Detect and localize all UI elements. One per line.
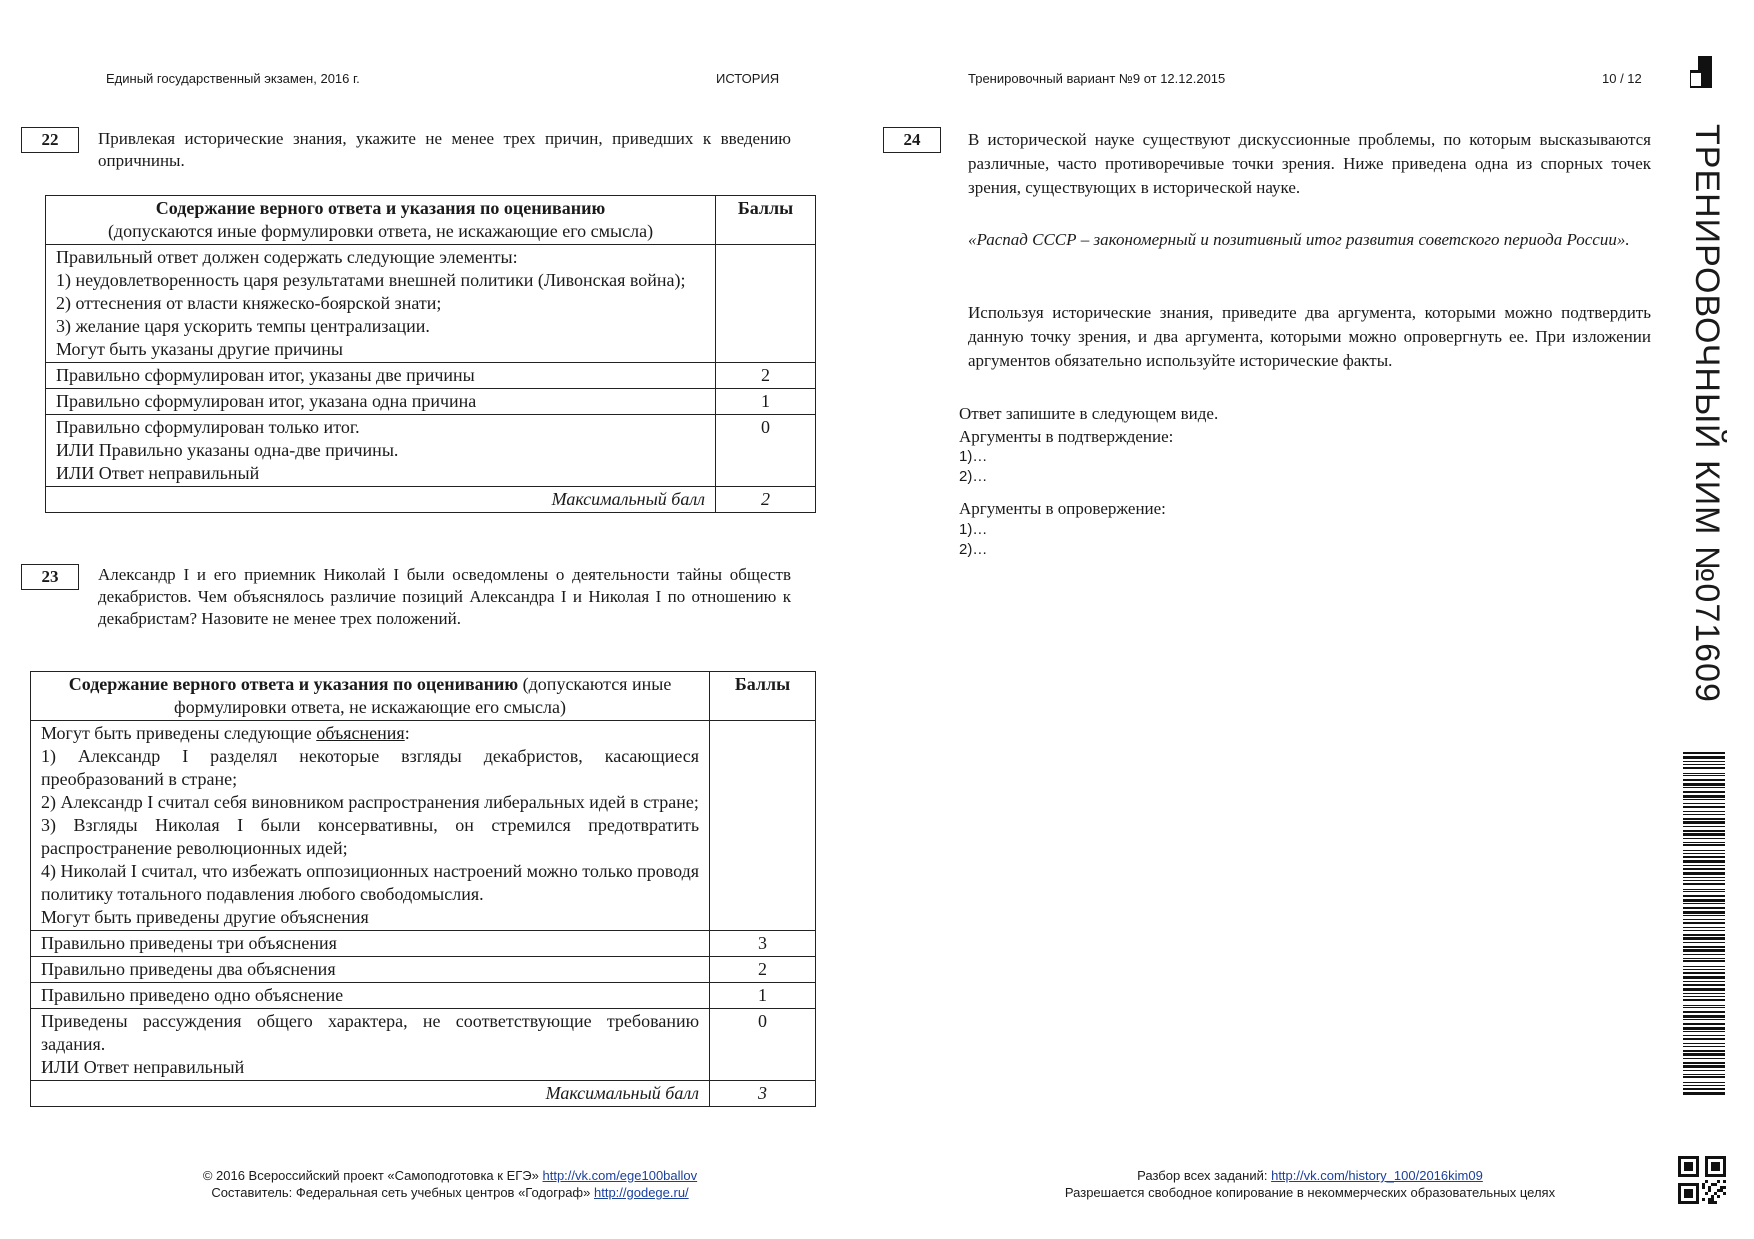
vertical-kim-title: ТРЕНИРОВОЧНЫЙ КИМ №071609 bbox=[1688, 124, 1726, 703]
question-22-grading-table bbox=[45, 195, 816, 513]
table-header-points: Баллы bbox=[710, 672, 816, 721]
answer-content: Могут быть приведены следующие объяснения: 1) Александр I разделял некоторые взгляды декабристов, касающиеся преобразований в стране; 2) Александр I считал себя виновником распространения либеральных идей в стране; 3) Взгляды Николая I были консервативны, он стремился предотвратить распространение революционных идей; 4) Николай I считал, что избежать оппозиционных настроений можно только проводя политику тотального подавления любого свободомыслия. Могут быть приведены другие объяснения bbox=[31, 721, 710, 931]
table-row: Правильно сформулирован итог, указана одна причина 1 bbox=[46, 389, 816, 415]
footer-right: Разбор всех заданий: http://vk.com/history_100/2016kim09 Разрешается свободное копирование в некоммерческих образовательных целях bbox=[1064, 1168, 1556, 1200]
table-row: Правильно сформулирован итог, указаны две причины 2 bbox=[46, 363, 816, 389]
refute-arguments-list: 1)… 2)… bbox=[959, 521, 988, 558]
answer-content: Правильный ответ должен содержать следующие элементы: 1) неудовлетворенность царя результатами внешней политики (Ливонская война); 2) оттеснения от власти княжеско-боярской знати; 3) желание царя ускорить темпы централизации. Могут быть указаны другие причины bbox=[46, 245, 716, 363]
footer-link-godege[interactable]: http://godege.ru/ bbox=[593, 1185, 689, 1200]
question-23-text: Александр I и его приемник Николай I были осведомлены о деятельности тайны обществ декабристов. Чем объяснялось различие позиций Александра I и Николая I по отношению к декабристам? Назовите не менее трех положений. bbox=[98, 565, 791, 628]
question-24-number: 24 bbox=[883, 127, 941, 153]
table-row-max-score: Максимальный балл 2 bbox=[46, 487, 816, 513]
barcode-icon bbox=[1683, 752, 1725, 1105]
footer-link-vk[interactable]: http://vk.com/ege100ballov bbox=[542, 1168, 698, 1183]
table-header-points: Баллы bbox=[716, 196, 816, 245]
question-24-quote: «Распад СССР – закономерный и позитивный итог развития советского периода России». bbox=[968, 230, 1630, 249]
question-23-number: 23 bbox=[21, 564, 79, 590]
table-row: Правильно приведены два объяснения 2 bbox=[31, 957, 816, 983]
footer-link-history[interactable]: http://vk.com/history_100/2016kim09 bbox=[1271, 1168, 1483, 1183]
header-subject: ИСТОРИЯ bbox=[716, 71, 780, 86]
corner-mark-icon bbox=[1690, 56, 1712, 88]
table-header-content: Содержание верного ответа и указания по оцениванию (допускаются иные формулировки ответа, не искажающие его смысла) bbox=[31, 672, 710, 721]
header-page-number: 10 / 12 bbox=[1602, 71, 1642, 86]
question-24-format: Ответ запишите в следующем виде. bbox=[959, 404, 1219, 423]
question-22-text: Привлекая исторические знания, укажите не менее трех причин, приведших к введению опричнины. bbox=[98, 129, 791, 170]
question-22-number: 22 bbox=[21, 127, 79, 153]
question-23-grading-table bbox=[30, 671, 816, 1107]
confirm-arguments-list: 1)… 2)… bbox=[959, 448, 988, 485]
question-24-task: Используя исторические знания, приведите два аргумента, которыми можно подтвердить данную точку зрения, и два аргумента, которыми можно опровергнуть ее. При изложении аргументов обязательно используйте исторические факты. bbox=[968, 303, 1651, 370]
footer-left: © 2016 Всероссийский проект «Самоподготовка к ЕГЭ» http://vk.com/ege100ballov Составитель: Федеральная сеть учебных центров «Годограф» http://godege.ru/ bbox=[202, 1168, 698, 1200]
table-header-content: Содержание верного ответа и указания по оцениванию (допускаются иные формулировки ответа, не искажающие его смысла) bbox=[46, 196, 716, 245]
qr-code-icon bbox=[1678, 1156, 1726, 1209]
confirm-arguments-label: Аргументы в подтверждение: bbox=[959, 427, 1174, 446]
header-variant: Тренировочный вариант №9 от 12.12.2015 bbox=[968, 71, 1226, 86]
table-row: Правильно приведено одно объяснение 1 bbox=[31, 983, 816, 1009]
table-row: Правильно сформулирован только итог. ИЛИ Правильно указаны одна-две причины. ИЛИ Ответ неправильный 0 bbox=[46, 415, 816, 487]
table-row: Приведены рассуждения общего характера, не соответствующие требованию задания. ИЛИ Ответ неправильный 0 bbox=[31, 1009, 816, 1081]
table-row: Правильно приведены три объяснения 3 bbox=[31, 931, 816, 957]
table-row-max-score: Максимальный балл 3 bbox=[31, 1081, 816, 1107]
refute-arguments-label: Аргументы в опровержение: bbox=[959, 499, 1166, 518]
header-exam-title: Единый государственный экзамен, 2016 г. bbox=[106, 71, 360, 86]
question-24-text: В исторической науке существуют дискуссионные проблемы, по которым высказываются различные, часто противоречивые точки зрения. Ниже приведена одна из спорных точек зрения, существующих в исторической науке. bbox=[968, 130, 1651, 197]
